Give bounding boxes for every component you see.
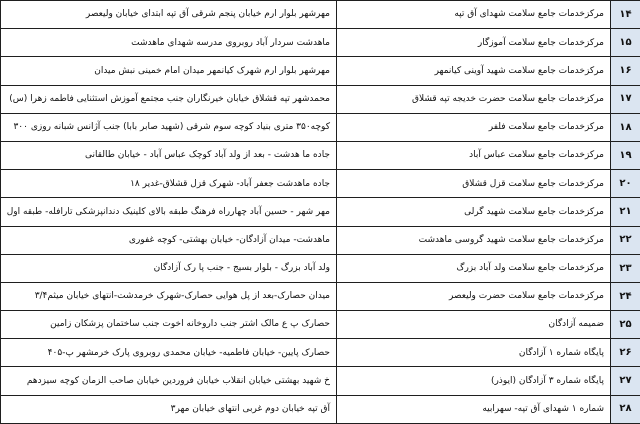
row-number: ۲۵ (611, 311, 640, 339)
facility-address: حصارک پ ع مالک اشتر جنب داروخانه اخوت جنب ساختمان پزشکان زامین (1, 311, 337, 339)
facility-name: مرکزخدمات جامع سلامت فلفر (337, 113, 611, 141)
facility-name: مرکزخدمات جامع سلامت قزل قشلاق (337, 170, 611, 198)
table-row (1, 367, 640, 395)
facility-name: مرکزخدمات جامع سلامت شهید آوینی کیانمهر (337, 57, 611, 85)
table-row (1, 170, 640, 198)
facility-address: کوچه۳۵۰ متری بنیاد کوچه سوم شرقی (شهید صابر بابا) جنب آژانس شبانه روزی ۳۰۰ (1, 113, 337, 141)
table-row (1, 1, 640, 29)
facility-address: محمدشهر تپه قشلاق خیابان خیرنگاران جنب مجتمع آموزش استثنایی فاطمه زهرا (س) (1, 85, 337, 113)
facility-address: حصارک پایین- خیابان فاطمیه- خیابان محمدی روبروی پارک خرمشهر پ-۴۰۵ (1, 339, 337, 367)
table-row (1, 198, 640, 226)
facility-name: مرکزخدمات جامع سلامت شهدای آق تپه (337, 1, 611, 29)
row-number: ۲۰ (611, 170, 640, 198)
facility-address: جاده ما هدشت - بعد از ولد آباد کوچک عباس آباد - خیابان طالقانی (1, 141, 337, 169)
table-row (1, 29, 640, 57)
facility-address: ماهدشت سردار آباد روبروی مدرسه شهدای ماهدشت (1, 29, 337, 57)
row-number: ۲۳ (611, 254, 640, 282)
row-number: ۱۷ (611, 85, 640, 113)
facility-address: ولد آباد بزرگ - بلوار بسیج - جنب پا رک آزادگان (1, 254, 337, 282)
table-row (1, 311, 640, 339)
row-number: ۱۴ (611, 1, 640, 29)
row-number: ۲۶ (611, 339, 640, 367)
table-row (1, 226, 640, 254)
facility-address: مهر شهر - حسین آباد چهارراه فرهنگ طبقه بالای کلینیک دندانپزشکی تارافله- طبقه اول (1, 198, 337, 226)
facility-name: مرکزخدمات جامع سلامت آموزگار (337, 29, 611, 57)
facility-address: مهرشهر بلوار ارم خیابان پنجم شرقی آق تپه ابتدای خیابان ولیعصر (1, 1, 337, 29)
table-row (1, 113, 640, 141)
facility-name: پایگاه شماره ۱ آزادگان (337, 339, 611, 367)
facility-address: میدان حصارک-بعد از پل هوایی حصارک-شهرک خرمدشت-انتهای خیابان میثم۳/۴ (1, 282, 337, 310)
table-row (1, 282, 640, 310)
facility-name: شماره ۱ شهدای آق تپه- سهرابیه (337, 395, 611, 423)
facility-address: آق تپه خیابان دوم غربی انتهای خیابان مهر۳ (1, 395, 337, 423)
row-number: ۱۶ (611, 57, 640, 85)
facility-address: مهرشهر بلوار ارم شهرک کیانمهر میدان امام خمینی نبش میدان (1, 57, 337, 85)
facility-name: پایگاه شماره ۳ آزادگان (ایوذر) (337, 367, 611, 395)
row-number: ۲۴ (611, 282, 640, 310)
facility-address: جاده ماهدشت جعفر آباد- شهرک قزل قشلاق-غدیر ۱۸ (1, 170, 337, 198)
table-row (1, 141, 640, 169)
facility-name: مرکزخدمات جامع سلامت شهید گروسی ماهدشت (337, 226, 611, 254)
facility-name: مرکزخدمات جامع سلامت عباس آباد (337, 141, 611, 169)
table-row (1, 254, 640, 282)
row-number: ۲۸ (611, 395, 640, 423)
facility-address: خ شهید بهشتی خیابان انقلاب خیابان فروردین خیابان صاحب الزمان کوچه سیزدهم (1, 367, 337, 395)
table-row (1, 85, 640, 113)
table-row (1, 339, 640, 367)
row-number: ۱۸ (611, 113, 640, 141)
row-number: ۲۱ (611, 198, 640, 226)
table-row (1, 57, 640, 85)
row-number: ۲۲ (611, 226, 640, 254)
facility-name: مرکزخدمات جامع سلامت ولد آباد بزرگ (337, 254, 611, 282)
facility-name: ضمیمه آزادگان (337, 311, 611, 339)
table-row (1, 395, 640, 423)
row-number: ۲۷ (611, 367, 640, 395)
facility-name: مرکزخدمات جامع سلامت شهید گرلی (337, 198, 611, 226)
facility-address: ماهدشت- میدان آزادگان- خیابان بهشتی- کوچه غفوری (1, 226, 337, 254)
table-body (1, 1, 640, 424)
facility-name: مرکزخدمات جامع سلامت حضرت ولیعصر (337, 282, 611, 310)
row-number: ۱۹ (611, 141, 640, 169)
facility-name: مرکزخدمات جامع سلامت حضرت خدیجه تپه قشلاق (337, 85, 611, 113)
row-number: ۱۵ (611, 29, 640, 57)
